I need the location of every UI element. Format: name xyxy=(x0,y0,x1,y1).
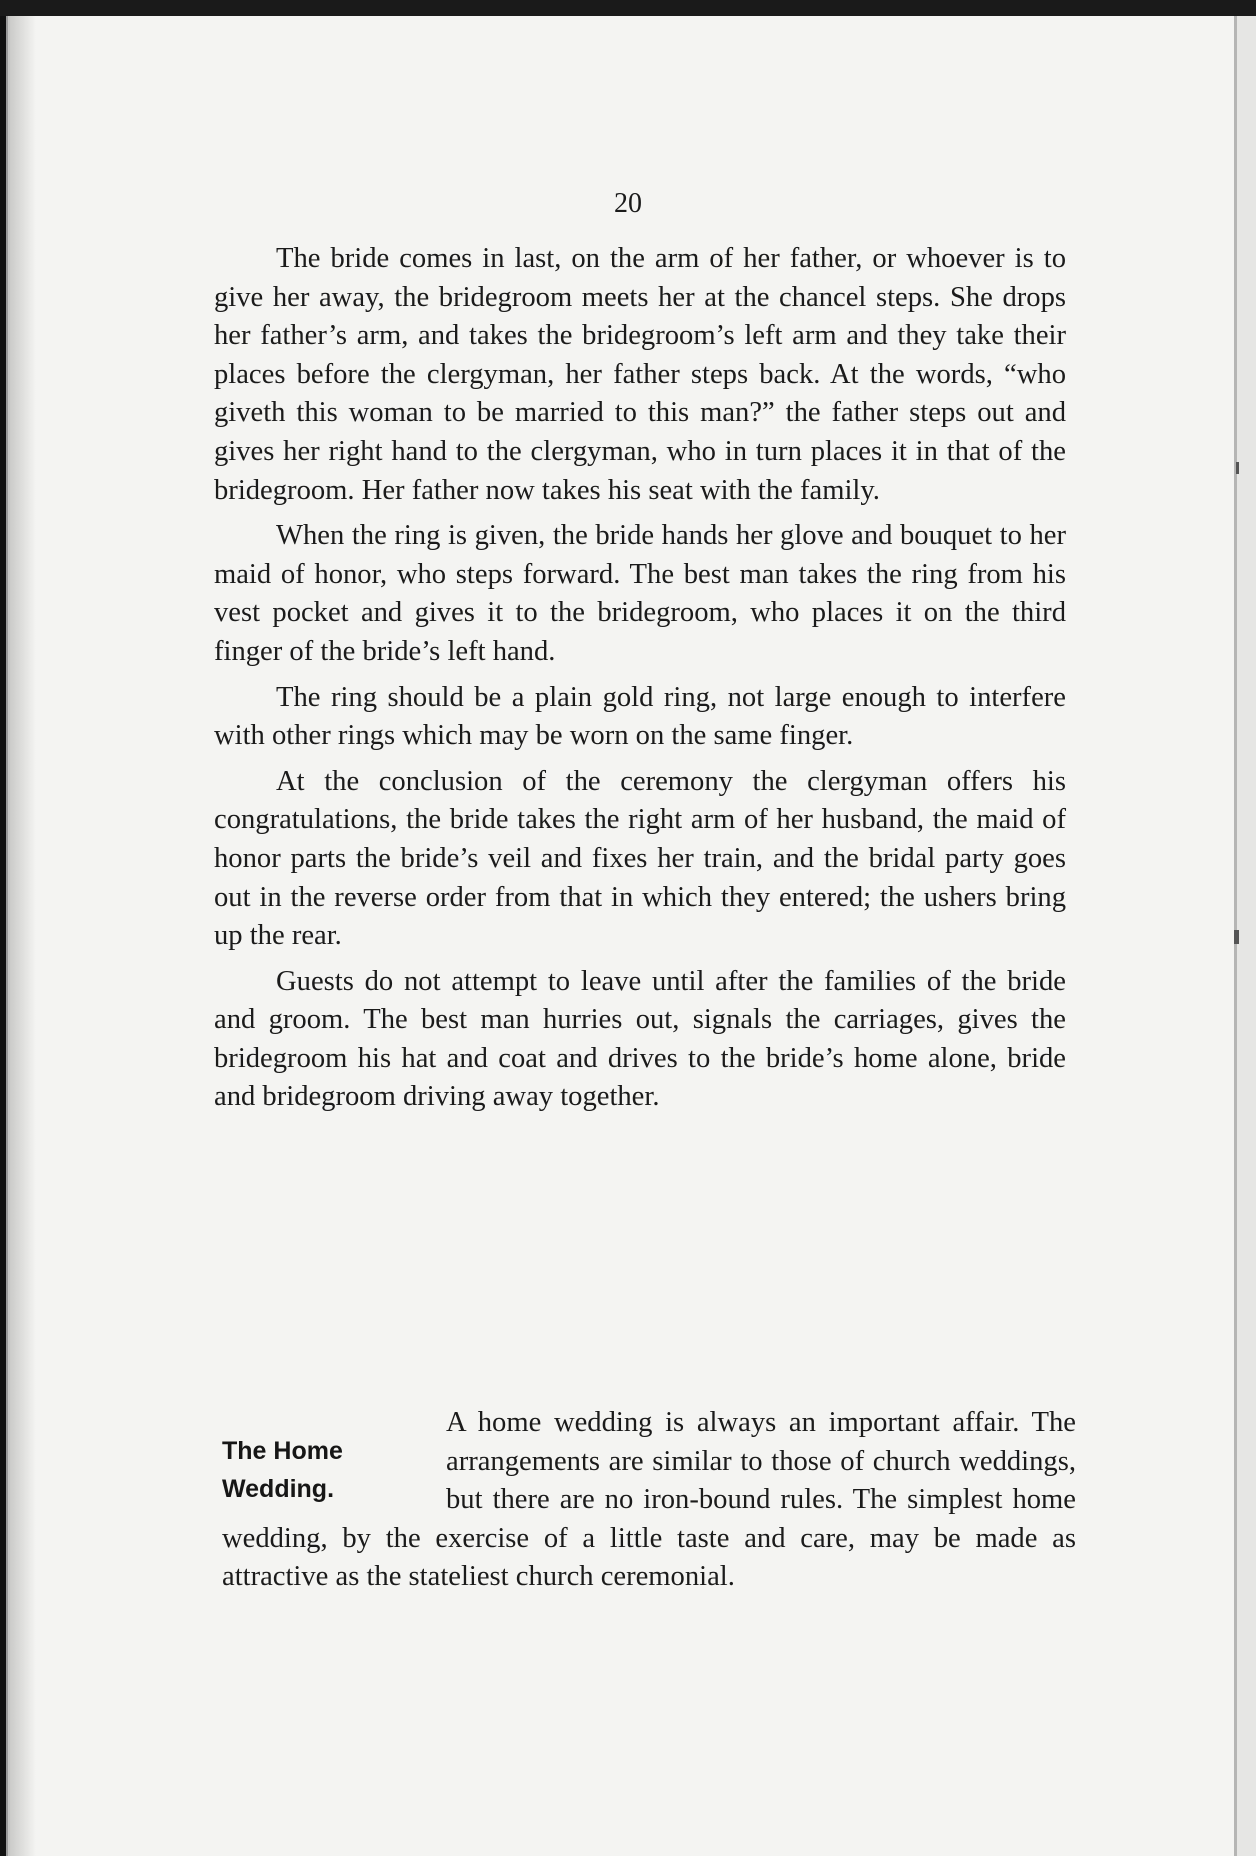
page-left-shadow xyxy=(8,16,36,1856)
home-wedding-section xyxy=(222,1404,1076,1597)
page-number: 20 xyxy=(614,188,642,219)
paragraph: When the ring is given, the bride hands her glove and bouquet to her maid of honor, who steps forward. The best man takes the ring from his vest pocket and gives it to the bridegroom, who places it on the third finger of the bride’s left hand. xyxy=(214,520,1066,667)
paragraph: The bride comes in last, on the arm of her father, or whoever is to give her away, the bridegroom meets her at the chancel steps. She drops her father’s arm, and takes the bridegroom’s left arm and they take their places before the clergyman, her father steps back. At the words, “who giveth this woman to be married to this man?” the father steps out and gives her right hand to the clergyman, who in turn places it in that of the bridegroom. Her father now takes his seat with the family. xyxy=(214,243,1066,506)
scan-speck xyxy=(1236,462,1239,474)
paragraph: At the conclusion of the ceremony the clergyman offers his congratulations, the bride takes the right arm of her husband, the maid of honor parts the bride’s veil and fixes her train, and the bridal party goes out in the reverse order from that in which they entered; the ushers bring up the rear. xyxy=(214,765,1066,952)
paragraph: Guests do not attempt to leave until after the families of the bride and groom. The best man hurries out, signals the carriages, gives the bridegroom his hat and coat and drives to the bride’s home alone, bride and bridegroom driving away together. xyxy=(214,965,1066,1113)
body-text xyxy=(214,240,1066,1124)
section-paragraph: A home wedding is always an important affair. The arrangements are similar to those of church weddings, but there are no iron-bound rules. The simplest home wedding, by the exercise of a little taste and care, may be made as attractive as the stateliest church ceremonial. xyxy=(222,1407,1076,1593)
scan-speck xyxy=(1234,930,1239,944)
scan-top-edge xyxy=(0,0,1256,16)
adjacent-page-edge xyxy=(1237,16,1256,1856)
section-heading: The Home Wedding. xyxy=(222,1437,343,1503)
paragraph: The ring should be a plain gold ring, not large enough to interfere with other rings which may be worn on the same finger. xyxy=(214,681,1066,752)
